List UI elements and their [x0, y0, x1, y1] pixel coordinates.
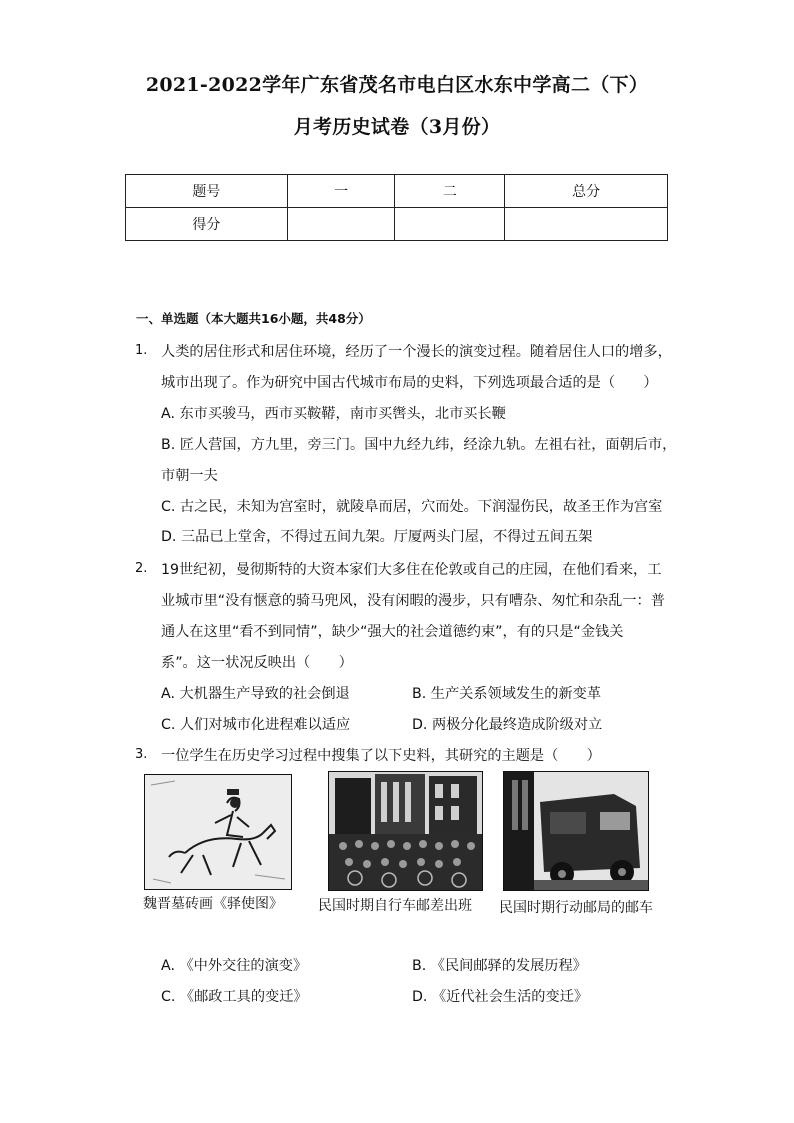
bicycle-postmen-photo-icon [328, 771, 483, 891]
option-b[interactable]: B. 匠人营国，方九里，旁三门。国中九经九纬，经涂九轨。左祖右社，面朝后市， [161, 437, 677, 453]
question-stem-line: 一位学生在历史学习过程中搜集了以下史料，其研究的主题是（ ） [161, 748, 601, 764]
question-number: 2. [135, 561, 148, 576]
image-caption: 民国时期自行车邮差出班 [318, 898, 472, 914]
option-a[interactable]: A. 大机器生产导致的社会倒退 [161, 686, 350, 702]
option-c[interactable]: C. 《邮政工具的变迁》 [161, 989, 308, 1005]
score-cell: 题号 [126, 175, 288, 208]
score-cell: 总分 [505, 175, 668, 208]
option-d[interactable]: D. 《近代社会生活的变迁》 [412, 989, 589, 1005]
mail-truck-photo-icon [503, 771, 649, 891]
exam-title-line1: 2021-2022学年广东省茂名市电白区水东中学高二（下） [145, 74, 649, 96]
question-stem-line: 通人在这里“看不到同情”，缺少“强大的社会道德约束”，有的只是“金钱关 [161, 624, 624, 640]
question-stem-line: 系”。这一状况反映出（ ） [161, 655, 353, 671]
question-number: 3. [135, 747, 148, 762]
score-cell: 二 [395, 175, 505, 208]
image-caption: 民国时期行动邮局的邮车 [499, 900, 653, 916]
question-number: 1. [135, 343, 148, 358]
image-caption: 魏晋墓砖画《驿使图》 [143, 896, 283, 912]
score-entry-cell[interactable] [395, 208, 505, 241]
exam-title-line2: 月考历史试卷（3月份） [293, 116, 501, 138]
option-d[interactable]: D. 三品已上堂舍，不得过五间九架。厅厦两头门屋，不得过五间五架 [161, 529, 593, 545]
option-b-continued: 市朝一夫 [161, 468, 218, 484]
option-c[interactable]: C. 人们对城市化进程难以适应 [161, 717, 351, 733]
option-a[interactable]: A. 东市买骏马，西市买鞍鞯，南市买辔头，北市买长鞭 [161, 406, 506, 422]
score-entry-cell[interactable] [505, 208, 668, 241]
score-table-score-row [126, 208, 668, 241]
question-stem-line: 人类的居住形式和居住环境，经历了一个漫长的演变过程。随着居住人口的增多， [161, 344, 672, 360]
score-table [125, 174, 668, 241]
question-stem-line: 业城市里“没有惬意的骑马兜风，没有闲暇的漫步，只有嘈杂、匆忙和杂乱一：普 [161, 593, 665, 609]
option-c[interactable]: C. 古之民，未知为宫室时，就陵阜而居，穴而处。下润湿伤民，故圣王作为宫室 [161, 499, 663, 515]
score-entry-cell[interactable] [287, 208, 395, 241]
option-b[interactable]: B. 生产关系领域发生的新变革 [412, 686, 602, 702]
score-cell: 一 [287, 175, 395, 208]
score-table-header-row [126, 175, 668, 208]
option-b[interactable]: B. 《民间邮驿的发展历程》 [412, 958, 587, 974]
courier-rider-illustration-icon [144, 774, 292, 890]
option-d[interactable]: D. 两极分化最终造成阶级对立 [412, 717, 603, 733]
option-a[interactable]: A. 《中外交往的演变》 [161, 958, 308, 974]
question-stem-line: 19世纪初，曼彻斯特的大资本家们大多住在伦敦或自己的庄园，在他们看来，工 [161, 562, 662, 578]
score-cell: 得分 [126, 208, 288, 241]
question-stem-line: 城市出现了。作为研究中国古代城市布局的史料，下列选项最合适的是（ ） [161, 375, 658, 391]
section-heading: 一、单选题（本大题共16小题，共48分） [136, 311, 371, 326]
